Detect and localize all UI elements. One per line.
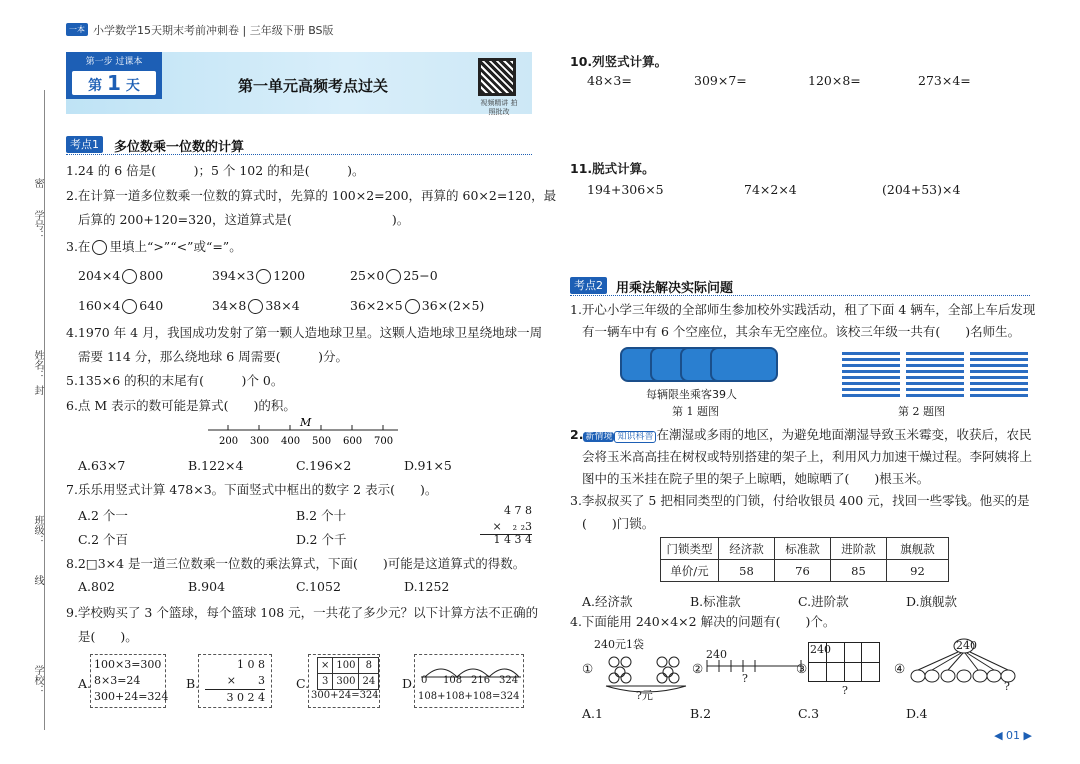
p4-option-a[interactable]: A.1	[582, 706, 603, 721]
q7-option-d[interactable]: D.2 个千	[296, 532, 347, 547]
p3-option-c[interactable]: C.进阶款	[798, 594, 849, 609]
school-label: 学校：	[32, 665, 43, 695]
question-2-line2: 后算的 200+120=320，这道算式是( )。	[78, 212, 410, 227]
vertical-calc-2: × ₂ ₂3	[480, 518, 532, 535]
p4-fig2-value: 240	[706, 648, 727, 661]
p3-line1: 3.李叔叔买了 5 把相同类型的门锁，付给收银员 400 元，找回一些零钱。他买的是	[570, 493, 1030, 508]
p4-fig4-question: ?	[1004, 680, 1010, 693]
vertical-calc-3: 1 4 3 4	[493, 533, 532, 546]
question-11: 11.脱式计算。	[570, 161, 655, 176]
section-title-1: 多位数乘一位数的计算	[114, 140, 245, 155]
side-mi: 密	[32, 178, 43, 188]
qr-caption: 视频精讲 拍照批改	[480, 99, 518, 116]
section-tag-2: 考点2	[570, 277, 607, 294]
p4-fig4-value: 240	[956, 639, 977, 652]
number-line-label: 200	[219, 436, 239, 447]
p4-label-3: ③	[796, 661, 808, 676]
q8-option-b[interactable]: B.904	[188, 579, 226, 594]
q10-item: 309×7=	[694, 73, 747, 88]
p4-fig2-question: ?	[742, 672, 748, 685]
question-9-line2: 是( )。	[78, 629, 138, 644]
q7-option-c[interactable]: C.2 个百	[78, 532, 129, 547]
p3-option-d[interactable]: D.旗舰款	[906, 594, 958, 609]
q9-method-d: 0 108 216 324 108+108+108=324	[414, 654, 524, 708]
lock-price-table: 门锁类型 经济款 标准款 进阶款 旗舰款 单价/元 58 76 85 92	[660, 537, 949, 582]
q8-option-c[interactable]: C.1052	[296, 579, 341, 594]
q3-item: 34×8 38×4	[212, 298, 300, 313]
class-label: 班级：	[32, 515, 43, 545]
q6-option-b[interactable]: B.122×4	[188, 458, 244, 473]
p1-line1: 1.开心小学三年级的全部师生参加校外实践活动，租了下面 4 辆车，全部上车后发现	[570, 302, 1036, 317]
question-7: 7.乐乐用竖式计算 478×3。下面竖式中框出的数字 2 表示( )。	[66, 482, 438, 497]
side-xian: 线	[32, 575, 43, 585]
p4-fig1-question: ?元	[636, 689, 653, 702]
number-line-label: 700	[374, 436, 394, 447]
q11-item: (204+53)×4	[882, 182, 961, 197]
day-badge: 第 1 天	[70, 69, 158, 97]
fig1-label: 第 1 题图	[672, 405, 719, 418]
question-4-line2: 需要 114 分，那么绕地球 6 周需要( )分。	[78, 349, 348, 364]
question-2-line1: 2.在计算一道多位数乘一位数的算式时，先算的 100×2=200，再算的 60×2=120，最	[66, 188, 557, 203]
page-number: ◀ 01 ▶	[994, 729, 1032, 742]
p1-line2: 有一辆车中有 6 个空座位，其余车无空座位。该校三年级一共有( )名师生。	[582, 324, 1021, 339]
q3-item: 25×0 25−0	[350, 268, 438, 283]
series-title: 小学数学15天期末考前冲刺卷 | 三年级下册 BS版	[93, 24, 334, 37]
question-4-line1: 4.1970 年 4 月，我国成功发射了第一颗人造地球卫星。这颗人造地球卫星绕地球一周	[66, 325, 543, 340]
corn-icon	[842, 351, 900, 397]
question-6: 6.点 M 表示的数可能是算式( )的积。	[66, 398, 296, 413]
section-title-2: 用乘法解决实际问题	[616, 281, 734, 296]
q10-item: 48×3=	[587, 73, 632, 88]
step-label: 第一步 过课本	[85, 57, 143, 67]
question-10: 10.列竖式计算。	[570, 54, 668, 69]
q9-option-c[interactable]: C.	[296, 676, 310, 691]
corn-icon	[906, 351, 964, 397]
q3-item: 160×4 640	[78, 298, 164, 313]
unit-title: 第一单元高频考点过关	[238, 77, 389, 95]
number-line-label: 400	[281, 436, 301, 447]
p4-fig3-value: 240	[810, 643, 831, 656]
q8-option-d[interactable]: D.1252	[404, 579, 450, 594]
p2-line2: 会将玉米高高挂在树杈或特别搭建的架子上，利用风力加速干燥过程。李阿姨将上	[582, 449, 1033, 464]
side-feng: 封	[32, 385, 43, 395]
p4-option-d[interactable]: D.4	[906, 706, 928, 721]
question-9-line1: 9.学校购买了 3 个篮球，每个篮球 108 元，一共花了多少元？以下计算方法不正确的	[66, 605, 539, 620]
section-divider	[570, 295, 1030, 296]
p4-label-2: ②	[692, 661, 704, 676]
p4-fig3-question: ?	[842, 684, 848, 697]
student-id-label: 学号：	[32, 210, 43, 240]
q7-option-b[interactable]: B.2 个十	[296, 508, 347, 523]
p2-line3: 图中的玉米挂在院子里的架子上晾晒，她晾晒了( )根玉米。	[582, 471, 930, 486]
circle-icon	[92, 240, 107, 255]
q11-item: 194+306×5	[587, 182, 664, 197]
question-5: 5.135×6 的积的末尾有( )个 0。	[66, 373, 284, 388]
p4-stem: 4.下面能用 240×4×2 解决的问题有( )个。	[570, 614, 836, 629]
number-line	[200, 416, 410, 450]
p4-option-b[interactable]: B.2	[690, 706, 712, 721]
p4-label-1: ①	[582, 661, 594, 676]
series-logo: 一本	[66, 23, 88, 36]
q10-item: 273×4=	[918, 73, 971, 88]
question-1: 1.24 的 6 倍是( )；5 个 102 的和是( )。	[66, 163, 365, 178]
corn-icon	[970, 351, 1028, 397]
section-tag-1: 考点1	[66, 136, 103, 153]
number-line-label: 500	[312, 436, 332, 447]
p3-option-b[interactable]: B.标准款	[690, 594, 741, 609]
q9-method-c: × 100 8 3 300 24 300+24=324	[308, 654, 380, 708]
q6-option-c[interactable]: C.196×2	[296, 458, 352, 473]
p2-line1: 2. 新情境 知识科普 在潮湿或多雨的地区，为避免地面潮湿导致玉米霉变，收获后，农民	[570, 427, 1032, 442]
q6-option-a[interactable]: A.63×7	[78, 458, 126, 473]
p4-fig1-caption: 240元1袋	[594, 638, 644, 651]
p4-label-4: ④	[894, 661, 906, 676]
q3-item: 204×4 800	[78, 268, 164, 283]
p3-line2: ( )门锁。	[582, 516, 655, 531]
q3-item: 36×2×5 36×(2×5)	[350, 298, 485, 313]
question-3: 3.在 里填上“>”“<”或“=”。	[66, 239, 242, 254]
name-label: 姓名：	[32, 350, 43, 380]
vertical-calc-1: 4 7 8	[504, 504, 532, 517]
q3-item: 394×3 1200	[212, 268, 306, 283]
q9-option-d[interactable]: D.	[402, 676, 416, 691]
bus-icon	[710, 347, 778, 382]
q11-item: 74×2×4	[744, 182, 797, 197]
q9-option-a[interactable]: A.	[78, 676, 92, 691]
q10-item: 120×8=	[808, 73, 861, 88]
p4-option-c[interactable]: C.3	[798, 706, 820, 721]
q8-option-a[interactable]: A.802	[78, 579, 115, 594]
question-8: 8.2□3×4 是一道三位数乘一位数的乘法算式，下面( )可能是这道算式的得数。	[66, 556, 526, 571]
number-line-label: 600	[343, 436, 363, 447]
q9-method-b: 1 0 8 × 3 3 0 2 4	[198, 654, 272, 708]
q7-option-a[interactable]: A.2 个一	[78, 508, 128, 523]
number-line-label: 300	[250, 436, 270, 447]
p3-option-a[interactable]: A.经济款	[582, 594, 633, 609]
point-m-label: M	[300, 416, 312, 429]
q6-option-d[interactable]: D.91×5	[404, 458, 452, 473]
fig1-caption: 每辆限坐乘客39人	[646, 388, 737, 401]
qr-code-icon[interactable]	[478, 58, 516, 96]
q9-option-b[interactable]: B.	[186, 676, 200, 691]
q9-method-a: 100×3=300 8×3=24 300+24=324	[90, 654, 166, 708]
section-divider	[66, 154, 532, 155]
fig2-label: 第 2 题图	[898, 405, 945, 418]
